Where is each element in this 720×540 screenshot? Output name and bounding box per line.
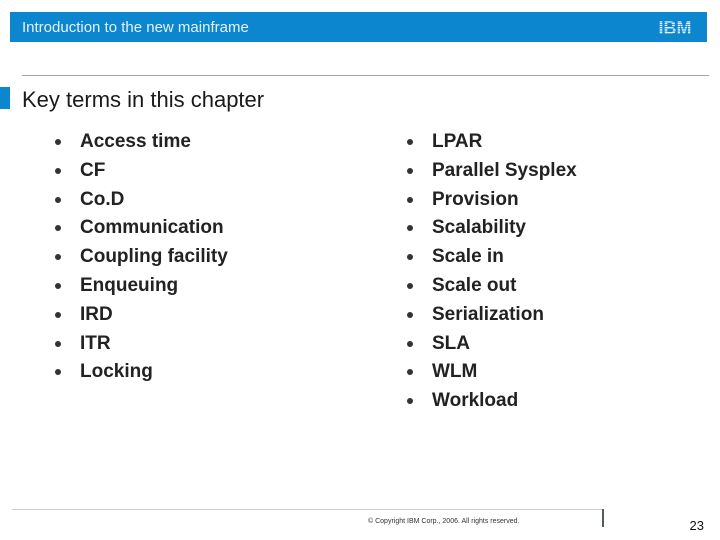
bullet-icon [407,197,413,203]
bullet-icon [407,341,413,347]
bullet-icon [407,283,413,289]
term-label: Scale out [432,274,517,296]
footer-rule [12,509,602,510]
page-number: 23 [689,518,704,533]
title-rule [22,75,709,76]
term-label: Locking [80,361,153,383]
slide-title: Key terms in this chapter [22,87,265,112]
term-label: Provision [432,188,519,210]
bullet-icon [407,369,413,375]
term-label: Workload [432,390,519,412]
bullet-icon [55,254,61,260]
term-label: SLA [432,332,470,354]
title-marker [0,87,10,109]
term-label: Scalability [432,217,526,239]
bullet-icon [55,341,61,347]
bullet-icon [55,225,61,231]
bullet-icon [407,312,413,318]
bullet-icon [55,139,61,145]
term-label: Serialization [432,303,544,325]
bullet-icon [407,225,413,231]
bullet-icon [407,398,413,404]
bullet-icon [55,283,61,289]
term-label: Coupling facility [80,246,228,268]
bullet-icon [55,168,61,174]
bullet-icon [55,369,61,375]
bullet-icon [55,197,61,203]
copyright-notice: © Copyright IBM Corp., 2006. All rights reserved. [368,518,520,525]
bullet-icon [407,168,413,174]
header-bar [10,12,707,42]
term-label: Parallel Sysplex [432,159,577,181]
term-label: IRD [80,303,113,325]
term-label: Communication [80,217,224,239]
term-label: Enqueuing [80,274,179,296]
term-label: LPAR [432,131,483,152]
bullet-icon [407,254,413,260]
svg-text:IBM: IBM [658,18,692,36]
header-title: Introduction to the new mainframe [22,19,249,36]
term-label: Access time [80,131,191,152]
term-label: ITR [80,332,111,354]
term-label: Co.D [80,188,125,210]
ibm-logo [653,18,697,36]
bullet-icon [407,139,413,145]
bullet-icon [55,312,61,318]
term-label: Scale in [432,246,504,268]
term-label: WLM [432,361,478,383]
footer-divider [602,509,604,527]
term-label: CF [80,159,106,181]
